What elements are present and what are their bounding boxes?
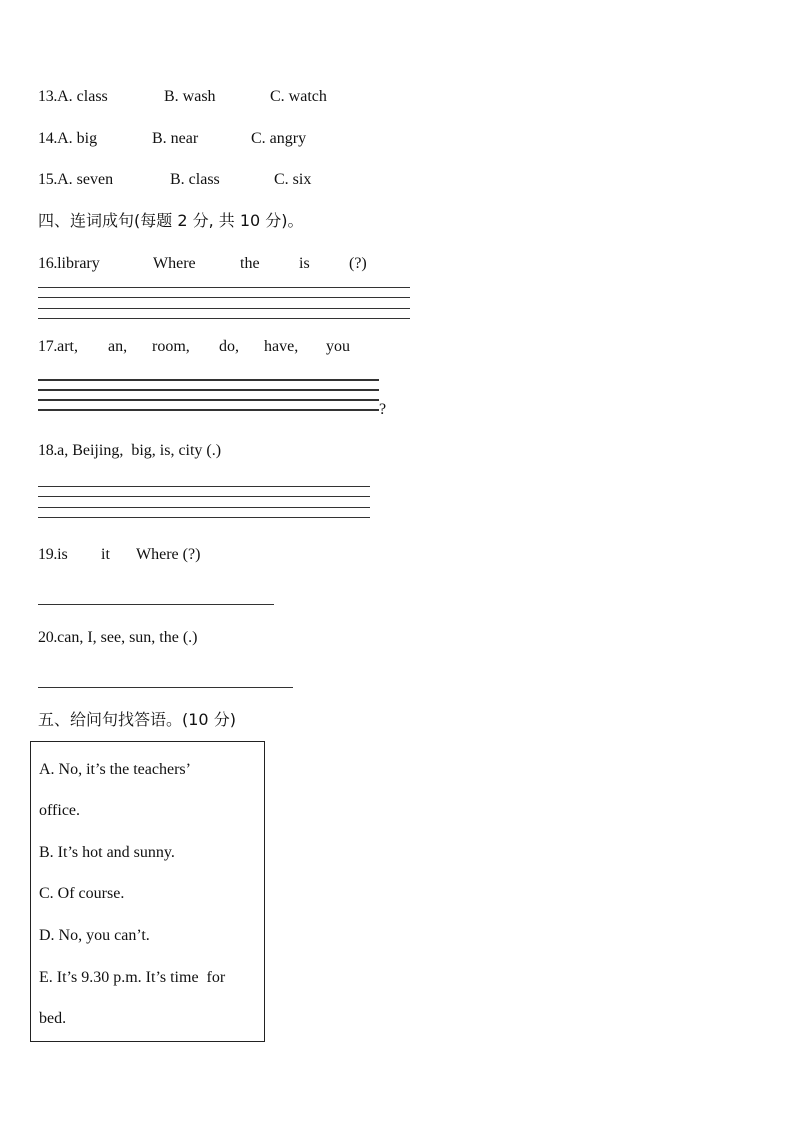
word: Where (?): [136, 546, 201, 563]
answer-line[interactable]: [38, 507, 370, 508]
answer-line[interactable]: [38, 399, 379, 401]
answer-option-a-continued: office.: [39, 802, 81, 819]
answer-line[interactable]: [38, 379, 379, 381]
answer-options-box: [30, 741, 265, 1042]
question-words: can, I, see, sun, the (.): [57, 629, 198, 646]
option-b: B. near: [152, 130, 199, 147]
answer-option-e: E. It’s 9.30 p.m. It’s time for: [39, 969, 226, 986]
question-20: [38, 628, 198, 648]
question-number: 18.: [38, 442, 58, 459]
answer-option-c: C. Of course.: [39, 885, 125, 902]
answer-line[interactable]: [38, 517, 370, 518]
answer-line[interactable]: [38, 389, 379, 391]
word: (?): [349, 255, 367, 272]
option-c: C. angry: [251, 130, 307, 147]
answer-line[interactable]: [38, 486, 370, 487]
question-18: [38, 441, 221, 461]
question-number: 13.: [38, 88, 58, 105]
option-b: B. class: [170, 171, 220, 188]
answer-line[interactable]: [38, 409, 379, 411]
question-number: 16.: [38, 255, 58, 272]
question-words: a, Beijing, big, is, city (.): [57, 442, 222, 459]
answer-option-a: A. No, it’s the teachers’: [39, 761, 191, 778]
question-15: [38, 170, 312, 190]
question-number: 19.: [38, 546, 58, 563]
option-c: C. watch: [270, 88, 327, 105]
question-17: [38, 337, 398, 357]
section-5-heading: 五、给问句找答语。(10 分): [38, 710, 236, 729]
answer-line[interactable]: [38, 287, 410, 288]
answer-line[interactable]: [38, 297, 410, 298]
word: an,: [108, 338, 128, 355]
question-14: [38, 129, 307, 149]
word: do,: [219, 338, 239, 355]
question-number: 20.: [38, 629, 58, 646]
word: Where: [153, 255, 196, 272]
section-4-heading: 四、连词成句(每题 2 分, 共 10 分)。: [38, 211, 304, 230]
option-c: C. six: [274, 171, 312, 188]
answer-line[interactable]: [38, 308, 410, 309]
question-number: 15.: [38, 171, 58, 188]
answer-line[interactable]: [38, 318, 410, 319]
word: is: [299, 255, 310, 272]
question-19: [38, 545, 298, 565]
answer-option-b: B. It’s hot and sunny.: [39, 844, 175, 861]
word: it: [101, 546, 110, 563]
answer-line[interactable]: [38, 496, 370, 497]
answer-option-d: D. No, you can’t.: [39, 927, 150, 944]
word: the: [240, 255, 260, 272]
option-a: A. seven: [57, 171, 114, 188]
answer-line[interactable]: [38, 687, 293, 688]
question-16: [38, 254, 398, 274]
word: library: [57, 255, 100, 272]
word: room,: [152, 338, 190, 355]
option-b: B. wash: [164, 88, 216, 105]
word: you: [326, 338, 350, 355]
word: have,: [264, 338, 299, 355]
word: art,: [57, 338, 78, 355]
question-number: 14.: [38, 130, 58, 147]
question-mark: ?: [379, 401, 387, 418]
answer-line[interactable]: [38, 604, 274, 605]
option-a: A. class: [57, 88, 108, 105]
word: is: [57, 546, 68, 563]
question-number: 17.: [38, 338, 58, 355]
question-13: [38, 87, 327, 107]
option-a: A. big: [57, 130, 98, 147]
answer-option-e-continued: bed.: [39, 1010, 67, 1027]
